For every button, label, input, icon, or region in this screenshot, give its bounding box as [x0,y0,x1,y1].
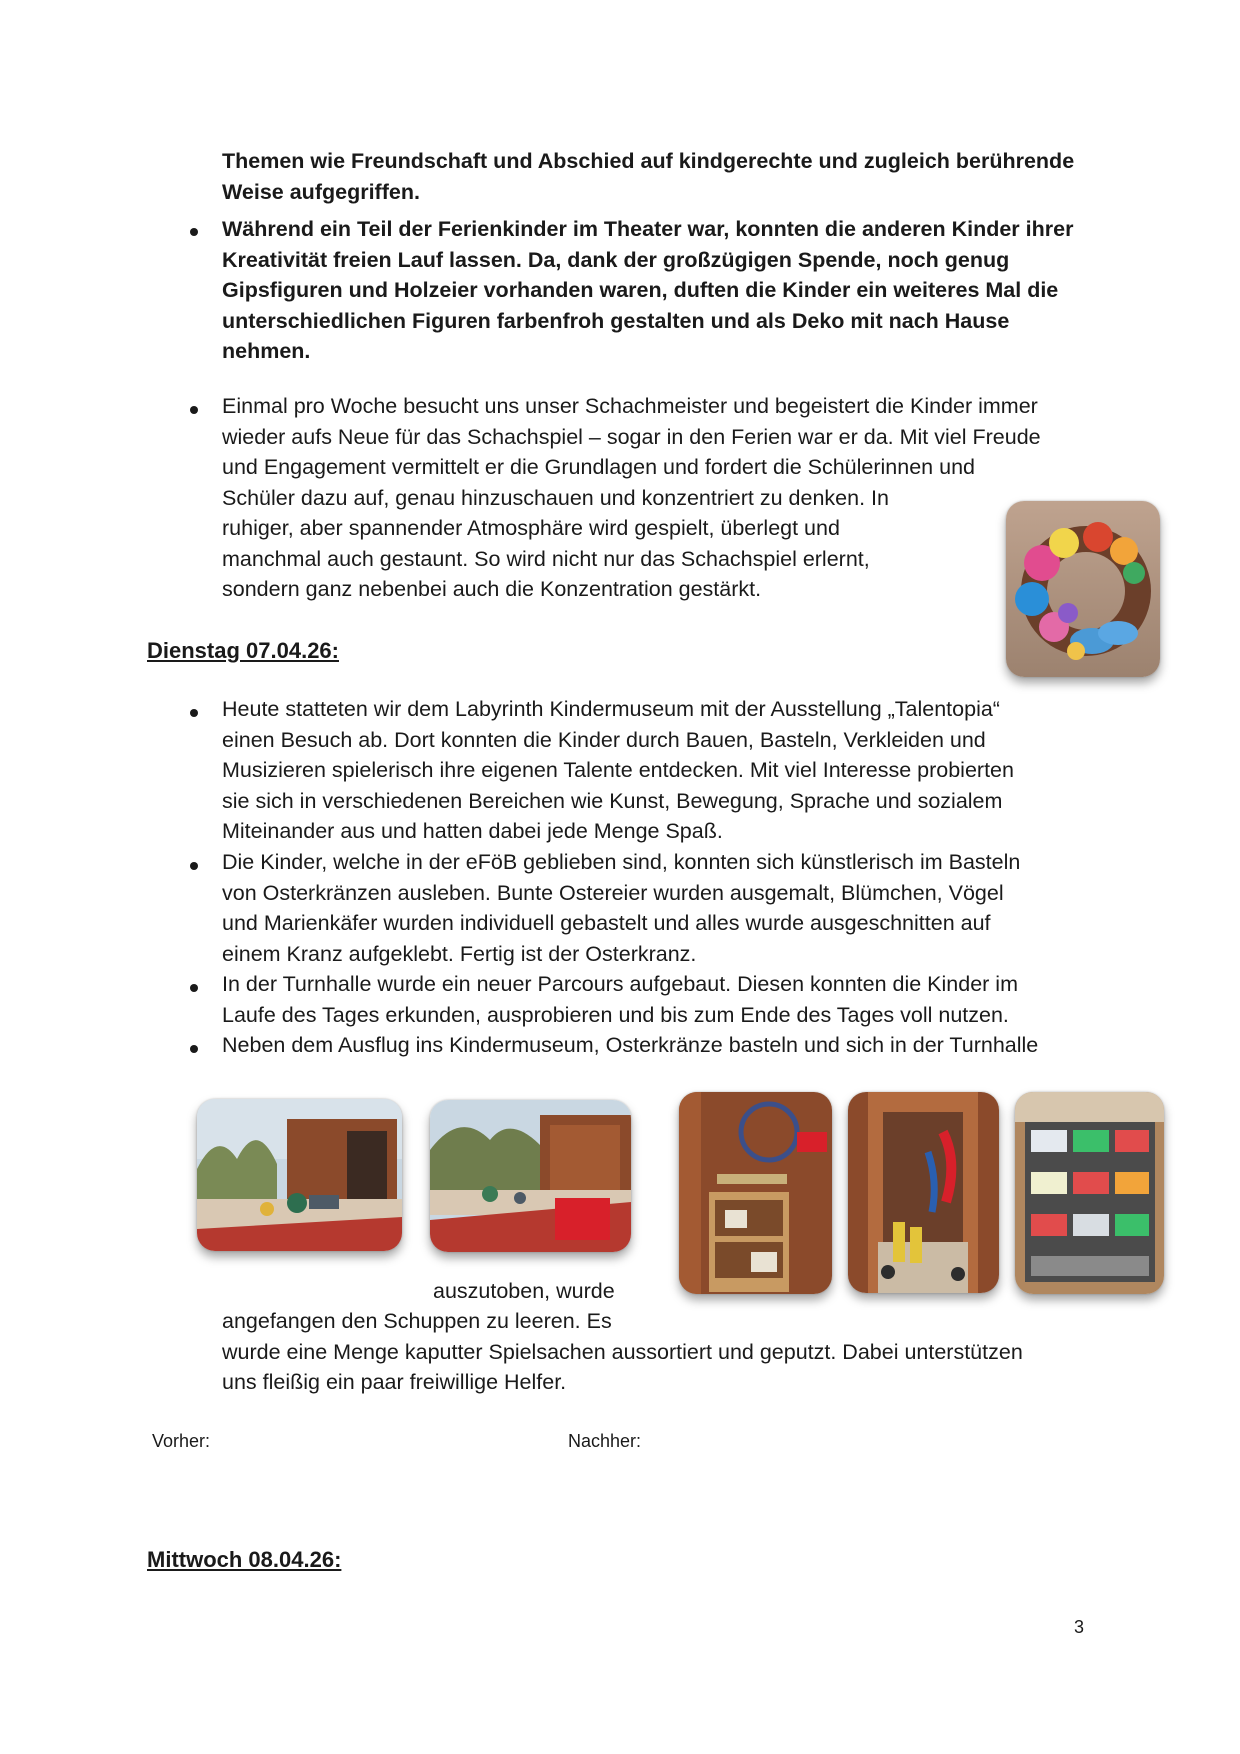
bullet-theater-paragraph [222,214,1073,367]
bullet-museum-paragraph [222,694,1014,847]
text-line: angefangen den Schuppen zu leeren. Es [222,1309,612,1333]
bullet-gym-paragraph [222,969,1018,1030]
bullet-point [190,984,198,992]
text-line: Miteinander aus und hatten dabei jede Menge Spaß. [222,819,723,843]
text-line: Weise aufgegriffen. [222,179,420,204]
text-line: Heute statteten wir dem Labyrinth Kindermuseum mit der Ausstellung „Talentopia“ [222,697,1000,721]
text-line: Themen wie Freundschaft und Abschied auf kindgerechte und zugleich berührende [222,149,1075,173]
text-line: Die Kinder, welche in der eFöB geblieben sind, konnten sich künstlerisch im Basteln [222,850,1021,874]
section-heading-wednesday: Mittwoch 08.04.26: [147,1547,342,1572]
text-line: Kreativität freien Lauf lassen. Da, dank der großzügigen Spende, noch genug [222,247,1010,272]
bullet-point [190,862,198,870]
page-number: 3 [1074,1617,1085,1637]
text-line: auszutoben, wurde [433,1279,615,1303]
bullet-shed-paragraph [222,1306,1023,1398]
text-line: einem Kranz aufgeklebt. Fertig ist der Osterkranz. [222,941,697,966]
caption-before: Vorher: [152,1431,211,1451]
text-line: Neben dem Ausflug ins Kindermuseum, Osterkränze basteln und sich in der Turnhalle [222,1033,1039,1057]
bullet-wreath-paragraph [222,847,1020,969]
text-line: sondern ganz nebenbei auch die Konzentration gestärkt. [222,577,762,601]
text-line: sie sich in verschiedenen Bereichen wie Kunst, Bewegung, Sprache und sozialem [222,788,1003,813]
text-line: In der Turnhalle wurde ein neuer Parcours aufgebaut. Diesen konnten die Kinder im [222,972,1018,996]
text-line: nehmen. [222,339,311,363]
shed-after-photo-3 [1015,1092,1164,1294]
text-line: wieder aufs Neue für das Schachspiel – sogar in den Ferien war er da. Mit viel Freude [222,424,1041,449]
text-line: Einmal pro Woche besucht uns unser Schachmeister und begeistert die Kinder immer [222,394,1038,418]
text-line: uns fleißig ein paar freiwillige Helfer. [222,1370,567,1394]
text-line: ruhiger, aber spannender Atmosphäre wird gespielt, überlegt und [222,516,840,540]
text-line: wurde eine Menge kaputter Spielsachen aussortiert und geputzt. Dabei unterstützen [222,1339,1023,1364]
text-line: und Engagement vermittelt er die Grundlagen und fordert die Schülerinnen und [222,455,975,479]
text-line: Laufe des Tages erkunden, ausprobieren und bis zum Ende des Tages voll nutzen. [222,1002,1009,1027]
section-heading-tuesday: Dienstag 07.04.26: [147,638,339,663]
text-line: unterschiedlichen Figuren farbenfroh gestalten und als Deko mit nach Hause [222,308,1010,333]
text-line: und Marienkäfer wurden individuell gebastelt und alles wurde ausgeschnitten auf [222,911,991,935]
text-line: Schüler dazu auf, genau hinzuschauen und konzentriert zu denken. In [222,485,889,510]
text-line: Musizieren spielerisch ihre eigenen Talente entdecken. Mit viel Interesse probierten [222,758,1014,782]
text-line: manchmal auch gestaunt. So wird nicht nur das Schachspiel erlernt, [222,546,870,571]
bullet-chess-paragraph [222,391,1041,605]
text-line: Gipsfiguren und Holzeier vorhanden waren, duften die Kinder ein weiteres Mal die [222,278,1059,302]
text-line: von Osterkränzen ausleben. Bunte Ostereier wurden ausgemalt, Blümchen, Vögel [222,880,1004,905]
text-line: einen Besuch ab. Dort konnten die Kinder durch Bauen, Basteln, Verkleiden und [222,727,986,752]
shed-after-photo-2 [848,1092,999,1293]
shed-before-photo-1 [197,1099,402,1251]
bullet-point [190,709,198,717]
shed-after-photo-1 [679,1092,832,1294]
bullet-point [190,1045,198,1053]
easter-wreath-photo [1006,501,1160,677]
caption-after: Nachher: [568,1431,642,1451]
intro-paragraph [222,146,1074,207]
bullet-point [190,228,198,236]
text-line: Während ein Teil der Ferienkinder im Theater war, konnten die anderen Kinder ihrer [222,217,1074,241]
bullet-point [190,406,198,414]
shed-before-photo-2 [430,1100,631,1252]
